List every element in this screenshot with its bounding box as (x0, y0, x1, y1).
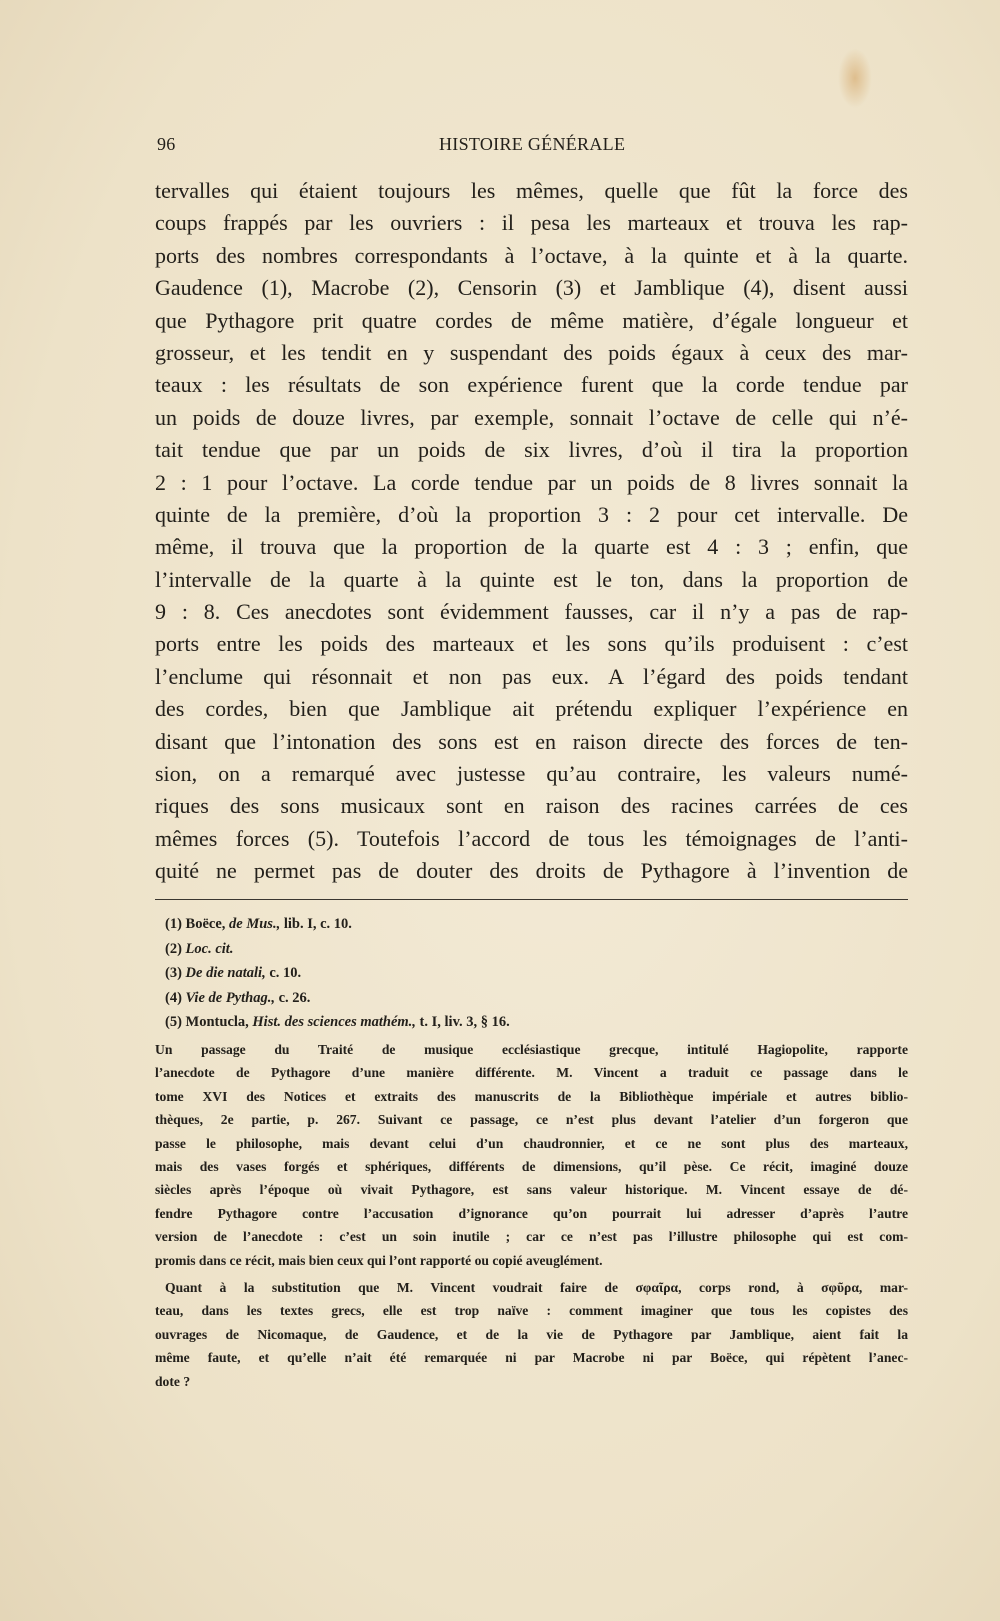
footnote-title: Hist. des sciences mathém., (252, 1014, 416, 1030)
text-line: Gaudence (1), Macrobe (2), Censorin (3) et Jamblique (4), disent aussi (155, 275, 908, 301)
text-line: tait tendue que par un poids de six livres, d’où il tira la proportion (155, 437, 908, 463)
text-line: un poids de douze livres, par exemple, sonnait l’octave de celle qui n’é- (155, 404, 908, 430)
text-line: ports des nombres correspondants à l’octave, à la quinte et à la quarte. (155, 242, 908, 268)
footnote-title: De die natali, (185, 965, 266, 981)
paper-stain (838, 48, 872, 108)
note-line: Un passage du Traité de musique ecclésiastique grecque, intitulé Hagiopolite, rapporte (155, 1042, 908, 1057)
note-paragraph-2 (155, 1276, 908, 1393)
note-paragraph-1 (155, 1038, 908, 1272)
footnote-author: Montucla, (185, 1014, 249, 1030)
note-line: tome XVI des Notices et extraits des manuscrits de la Bibliothèque impériale et autres biblio- (155, 1088, 908, 1104)
note-line: thèques, 2e partie, p. 267. Suivant ce passage, ce n’est plus devant l’atelier d’un forgeron que (155, 1112, 908, 1128)
page-number: 96 (157, 134, 176, 154)
page-header (157, 134, 907, 162)
text-line: que Pythagore prit quatre cordes de même matière, d’égale longueur et (155, 307, 908, 333)
main-text (155, 175, 908, 888)
running-title: HISTOIRE GÉNÉRALE (439, 134, 626, 154)
text-line: quinte de la première, d’où la proportion 3 : 2 pour cet intervalle. De (155, 501, 908, 527)
footnote-ref: c. 10. (269, 965, 302, 981)
note-line: ouvrages de Nicomaque, de Gaudence, et de la vie de Pythagore par Jamblique, aient fait la (155, 1326, 908, 1342)
footnote-1 (165, 912, 908, 937)
footnote-title: de Mus., (229, 916, 281, 932)
footnote-number: (4) (165, 989, 182, 1006)
footnote-title: Vie de Pythag., (185, 989, 275, 1006)
note-line: l’anecdote de Pythagore d’une manière différente. M. Vincent a traduit ce passage dans le (155, 1065, 908, 1081)
text-line: quité ne permet pas de douter des droits de Pythagore à l’invention de (155, 858, 908, 884)
text-line: grosseur, et les tendit en y suspendant des poids égaux à ceux des mar- (155, 339, 908, 365)
text-line: des cordes, bien que Jamblique ait prétendu expliquer l’expérience en (155, 696, 908, 722)
footnote-number: (1) (165, 916, 182, 932)
text-line: tervalles qui étaient toujours les mêmes, quelle que fût la force des (155, 178, 908, 203)
footnote-number: (5) (165, 1014, 182, 1030)
footnote-separator (155, 899, 908, 900)
note-line: Quant à la substitution que M. Vincent voudrait faire de σφαῖρα, corps rond, à σφῦρα, mar- (165, 1280, 908, 1295)
text-line: sion, on a remarqué avec justesse qu’au contraire, les valeurs numé- (155, 761, 908, 787)
footnote-ref: t. I, liv. 3, § 16. (419, 1014, 510, 1030)
note-line: promis dans ce récit, mais bien ceux qui l’ont rapporté ou copié aveuglément. (155, 1252, 603, 1268)
footnote-number: (3) (165, 965, 182, 981)
text-line: teaux : les résultats de son expérience furent que la corde tendue par (155, 372, 908, 398)
text-line: même, il trouva que la proportion de la quarte est 4 : 3 ; enfin, que (155, 534, 908, 560)
footnote-4 (165, 986, 908, 1011)
footnote-title: Loc. cit. (185, 940, 234, 957)
note-line: même faute, et qu’elle n’ait été remarquée ni par Macrobe ni par Boëce, qui répètent l’anec- (155, 1350, 908, 1366)
footnote-author: Boëce, (185, 916, 226, 932)
footnotes (155, 912, 908, 1389)
text-line: 9 : 8. Ces anecdotes sont évidemment fausses, car il n’y a pas de rap- (155, 599, 908, 625)
note-line: mais des vases forgés et sphériques, différents de dimensions, qu’il pèse. Ce récit, imaginé douze (155, 1158, 908, 1174)
footnote-2 (165, 937, 908, 962)
footnote-number: (2) (165, 940, 182, 957)
footnote-ref: c. 26. (278, 989, 311, 1006)
note-line: passe le philosophe, mais devant celui d’un chaudronnier, et ce ne sont plus des marteaux, (155, 1135, 908, 1151)
note-line: fendre Pythagore contre l’accusation d’ignorance qu’on pourrait lui adresser d’après l’autre (155, 1205, 908, 1221)
footnote-3 (165, 961, 908, 986)
note-line: version de l’anecdote : c’est un soin inutile ; car ce n’est pas l’illustre philosophe qui est com- (155, 1229, 908, 1245)
note-line: teau, dans les textes grecs, elle est trop naïve : comment imaginer que tous les copistes des (155, 1303, 908, 1319)
text-line: 2 : 1 pour l’octave. La corde tendue par un poids de 8 livres sonnait la (155, 469, 908, 495)
footnote-5 (165, 1010, 908, 1035)
text-line: mêmes forces (5). Toutefois l’accord de tous les témoignages de l’anti- (155, 825, 908, 851)
text-line: riques des sons musicaux sont en raison des racines carrées de ces (155, 793, 908, 819)
text-line: l’intervalle de la quarte à la quinte est le ton, dans la proportion de (155, 566, 908, 592)
text-line: disant que l’intonation des sons est en raison directe des forces de ten- (155, 728, 908, 754)
text-line: coups frappés par les ouvriers : il pesa les marteaux et trouva les rap- (155, 210, 908, 236)
note-line: dote ? (155, 1373, 191, 1389)
note-line: siècles après l’époque où vivait Pythagore, est sans valeur historique. M. Vincent essaye de dé- (155, 1182, 908, 1198)
footnote-ref: lib. I, c. 10. (283, 916, 352, 932)
text-line: ports entre les poids des marteaux et les sons qu’ils produisent : c’est (155, 631, 908, 657)
text-line: l’enclume qui résonnait et non pas eux. A l’égard des poids tendant (155, 663, 908, 689)
